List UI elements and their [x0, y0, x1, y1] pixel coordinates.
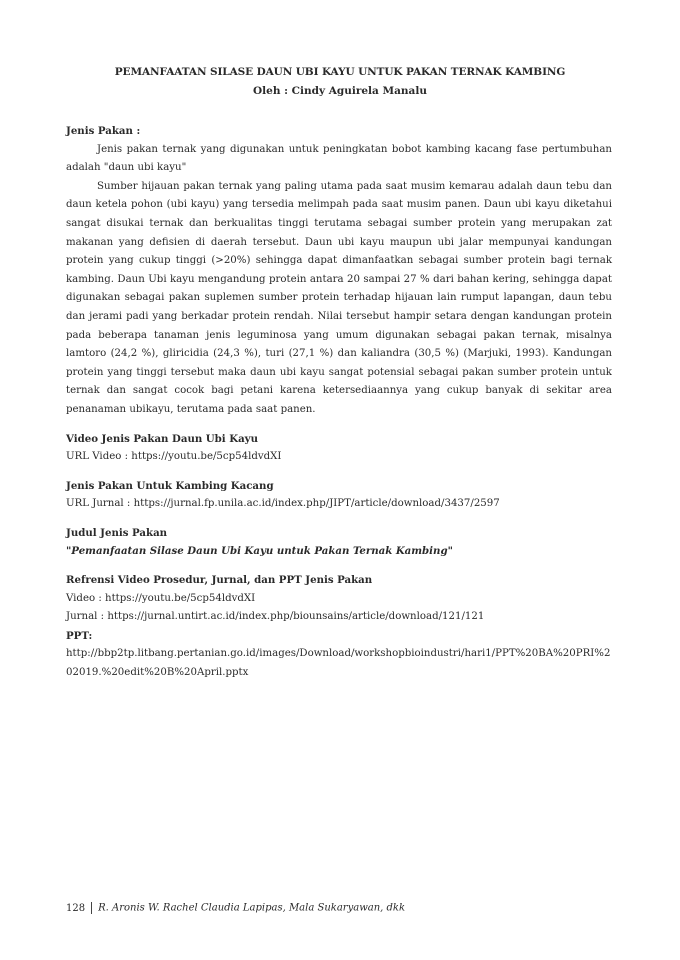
section-heading-judul: Judul Jenis Pakan [66, 526, 168, 539]
document-author: Oleh : Cindy Aguirela Manalu [253, 85, 427, 97]
video-url-line[interactable]: URL Video : https://youtu.be/5cp54ldvdXI [66, 451, 282, 463]
page-footer [66, 902, 405, 914]
section-heading-jurnal: Jenis Pakan Untuk Kambing Kacang [66, 479, 274, 492]
document-body [66, 122, 612, 683]
refrensi-jurnal-line[interactable]: Jurnal : https://jurnal.untirt.ac.id/index.php/biounsains/article/download/121/121 [66, 611, 485, 623]
section-heading-refrensi: Refrensi Video Prosedur, Jurnal, dan PPT Jenis Pakan [66, 574, 373, 587]
footer-divider [91, 902, 92, 914]
paragraph-main: Sumber hijauan pakan ternak yang paling utama pada saat musim kemarau adalah daun tebu dan daun ketela pohon (ubi kayu) yang tersedia melimpah pada saat musim panen. Daun ubi kayu diketahui sangat disukai ternak dan berkualitas tinggi terutama sebagai sumber protein yang merupakan zat makanan yang defisien di daerah tersebut. Daun ubi kayu maupun ubi jalar mempunyai kandungan protein yang cukup tinggi (>20%) sehingga dapat dimanfaatkan sebagai sumber protein bagi ternak kambing. Daun Ubi kayu mengandung protein antara 20 sampai 27 % dari bahan kering, sehingga dapat digunakan sebagai pakan suplemen sumber protein terhadap hijauan lain rumput lapangan, daun tebu dan jerami padi yang berkadar protein rendah. Nilai tersebut hampir setara dengan kandungan protein pada beberapa tanaman jenis leguminosa yang umum digunakan sebagai pakan ternak, misalnya lamtoro (24,2 %), gliricidia (24,3 %), turi (27,1 %) dan kaliandra (30,5 %) (Marjuki, 1993). Kandungan protein yang tinggi tersebut maka daun ubi kayu sangat potensial sebagai pakan sumber protein untuk ternak dan sangat cocok bagi petani karena ketersediaannya yang cukup banyak di sekitar area penanaman ubikayu, terutama pada saat panen. [66, 180, 612, 415]
section-heading-jenis-pakan: Jenis Pakan : [66, 125, 141, 137]
jurnal-url-line[interactable]: URL Jurnal : https://jurnal.fp.unila.ac.id/index.php/JIPT/article/download/3437/2597 [66, 498, 500, 510]
judul-text: "Pemanfaatan Silase Daun Ubi Kayu untuk Pakan Ternak Kambing" [66, 545, 453, 558]
section-heading-video: Video Jenis Pakan Daun Ubi Kayu [66, 432, 259, 445]
refrensi-ppt-label: PPT: [66, 629, 93, 642]
refrensi-video-line[interactable]: Video : https://youtu.be/5cp54ldvdXI [66, 592, 256, 604]
refrensi-ppt-url[interactable]: http://bbp2tp.litbang.pertanian.go.id/images/Download/workshopbioindustri/hari1/PPT%20BA%20PRI%202019.%20edit%20B%20April.pptx [66, 648, 611, 679]
footer-credit: R. Aronis W. Rachel Claudia Lapipas, Mala Sukaryawan, dkk [98, 902, 406, 914]
page-number: 128 [66, 902, 86, 914]
paragraph-intro: Jenis pakan ternak yang digunakan untuk peningkatan bobot kambing kacang fase pertumbuhan adalah "daun ubi kayu" [66, 143, 612, 174]
document-title: PEMANFAATAN SILASE DAUN UBI KAYU UNTUK PAKAN TERNAK KAMBING [114, 66, 566, 78]
